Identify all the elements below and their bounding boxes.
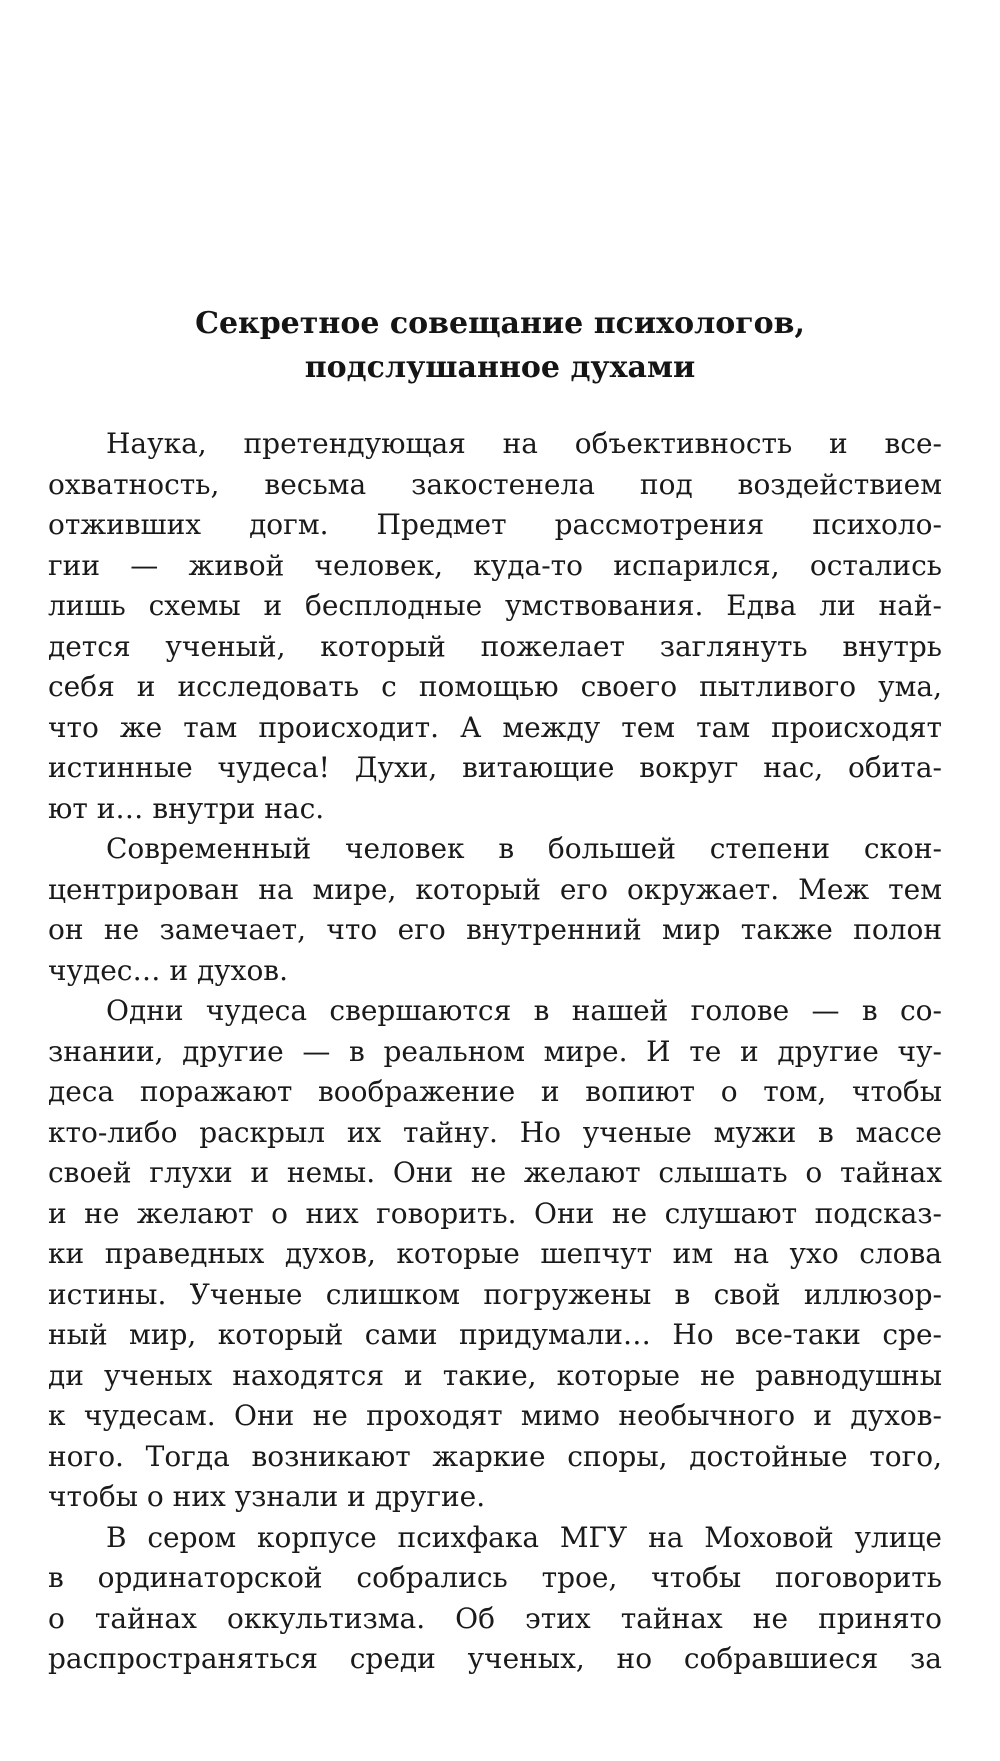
- text-line: ди ученых находятся и такие, которые не равнодушны: [48, 1358, 942, 1392]
- paragraph-4: [48, 1518, 942, 1680]
- text-line: гии — живой человек, куда-то испарился, остались: [48, 548, 942, 582]
- text-line: центрирован на мире, который его окружает. Меж тем: [48, 872, 942, 906]
- text-line: о тайнах оккультизма. Об этих тайнах не принято: [48, 1601, 942, 1635]
- text-line: себя и исследовать с помощью своего пытливого ума,: [48, 670, 942, 703]
- paragraph-3: [48, 991, 942, 1518]
- text-line: кто-либо раскрыл их тайну. Но ученые мужи в массе: [48, 1115, 942, 1149]
- text-line: распространяться среди ученых, но собравшиеся за: [48, 1642, 942, 1675]
- text-line: истины. Ученые слишком погружены в свой иллюзор-: [48, 1277, 942, 1311]
- text-line: и не желают о них говорить. Они не слушают подсказ-: [48, 1196, 942, 1230]
- chapter-title-line-1: Секретное совещание психологов,: [195, 306, 805, 341]
- text-line: ки праведных духов, которые шепчут им на ухо слова: [48, 1237, 942, 1270]
- text-line: он не замечает, что его внутренний мир также полон: [48, 913, 942, 946]
- text-line: Наука, претендующая на объективность и все-: [106, 427, 942, 460]
- text-line: к чудесам. Они не проходят мимо необычного и духов-: [48, 1399, 942, 1432]
- text-line: лишь схемы и бесплодные умствования. Едва ли най-: [48, 589, 942, 622]
- text-line: ный мир, который сами придумали… Но все-таки сре-: [48, 1318, 942, 1351]
- text-line: чудес… и духов.: [48, 953, 288, 987]
- text-line: что же там происходит. А между тем там происходят: [48, 710, 942, 744]
- paragraph-1: [48, 424, 942, 829]
- text-line: В сером корпусе психфака МГУ на Моховой улице: [106, 1520, 942, 1554]
- text-line: дется ученый, который пожелает заглянуть внутрь: [48, 629, 942, 663]
- text-line: знании, другие — в реальном мире. И те и другие чу-: [48, 1034, 942, 1068]
- chapter-title-line-2: подслушанное духами: [304, 350, 696, 385]
- text-line: Современный человек в большей степени скон-: [106, 832, 942, 865]
- text-line: чтобы о них узнали и другие.: [48, 1480, 486, 1513]
- body-text: [48, 424, 942, 1680]
- text-line: охватность, весьма закостенела под воздействием: [48, 467, 942, 501]
- text-line: истинные чудеса! Духи, витающие вокруг нас, обита-: [48, 751, 942, 784]
- text-line: Одни чудеса свершаются в нашей голове — в со-: [106, 994, 942, 1027]
- text-line: ют и… внутри нас.: [48, 791, 325, 825]
- paragraph-2: [48, 829, 942, 991]
- text-line: деса поражают воображение и вопиют о том, чтобы: [48, 1075, 942, 1108]
- text-line: ного. Тогда возникают жаркие споры, достойные того,: [48, 1439, 942, 1473]
- text-line: отживших догм. Предмет рассмотрения психоло-: [48, 508, 942, 541]
- chapter-title: [100, 302, 900, 390]
- text-line: в ординаторской собрались трое, чтобы поговорить: [48, 1561, 942, 1594]
- text-line: своей глухи и немы. Они не желают слышать о тайнах: [48, 1156, 942, 1189]
